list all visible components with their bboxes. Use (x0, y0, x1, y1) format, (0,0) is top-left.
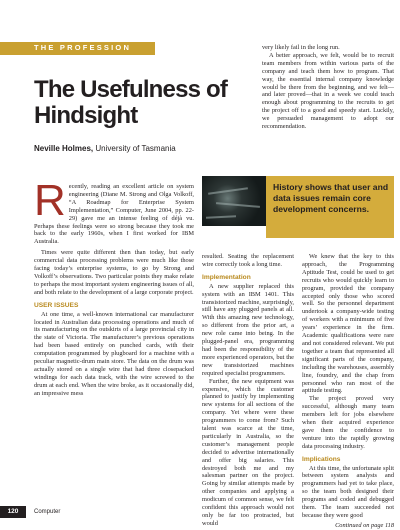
column-3-top (262, 44, 394, 131)
section-heading: USER ISSUES (34, 301, 79, 309)
paragraph: The project proved very successful, although many team members left for jobs elsewhere when their acquired experience gave them the confidence to venture into the rapidly growing data processing industry. (302, 395, 394, 450)
drop-cap: R (34, 176, 66, 225)
decorative-photo (202, 176, 266, 226)
paragraph: We knew that the key to this approach, the Programming Aptitude Test, could be used to get recruits who would quickly learn to program, provided the company accepted only those who scored well. So the personnel department undertook a company-wide testing of workers with a minimum of five years’ experience in the firm. Academic qualifications were rare and not considered relevant. We put together a team that represented all significant parts of the company, including the warehouses, assembly line, foundry, and the chap from personnel who ran most of the aptitude testing. (302, 253, 394, 395)
paragraph: Further, the new equipment was expensive, which the customer planned to justify by implementing new systems for all sections of the company. Yet where were these programmers to come from? Such talent was scarce at the time, particularly in Australia, so the customer’s management people decided to advertise internationally and offer big salaries. This destroyed both me and my salesman partner on the project. Going by similar attempts made by other companies and applying a modicum of common sense, we felt confident this approach would not only be far too protracted, but would (202, 377, 294, 527)
section-header: THE PROFESSION (34, 43, 132, 52)
page-number: 120 (0, 506, 26, 518)
column-1 (34, 176, 194, 398)
paragraph: At one time, a well-known international car manufacturer located in Australian data processing operations and much of its manufacturing on the outskirts of a large provincial city in the state of Victoria. The manufacturer’s previous operations had been based entirely on punched cards, with their computation programmed by plugboard for a machine with a peculiar magnetic-drum main store. The data on the drum was actually stored on a single wire that had three closepacked windings for each data track, with the wire screwed to the drum at each end. When the wire broke, as it occasionally did, an impressive mess (34, 310, 194, 397)
paragraph: A better approach, we felt, would be to recruit team members from within various parts of the company and teach them how to program. That way, the essential internal company knowledge would be there from the beginning, and we felt—and later proved—that in a week we could teach enough about programming to the recruits to get the project off to a good and speedy start. Luckily, we persuaded management to adopt our recommendation. (262, 51, 394, 131)
paragraph: very likely fail in the long run. (262, 44, 340, 51)
journal-name: Computer (34, 509, 61, 515)
pull-quote: History shows that user and data issues remain core development concerns. (273, 182, 389, 214)
intro-paragraph (34, 176, 194, 246)
author-affiliation: University of Tasmania (95, 144, 176, 153)
byline (34, 144, 176, 153)
section-heading: Implementation (202, 273, 251, 281)
paragraph: A new supplier replaced this system with an IBM 1401. This transistorized machine, surprisingly, still have any plugged panels at all. With this amazing new technology, so different from the prior art, a new role came into being. In the plugged-panel era, programming had been the responsibility of the more experienced operators, but the new transistorized machines required specialist programmers. (202, 282, 294, 377)
column-2 (202, 253, 294, 528)
article-title: The Usefulness of Hindsight (34, 76, 228, 129)
author-name: Neville Holmes, (34, 144, 94, 153)
continued-note: Continued on page 118 (335, 521, 394, 529)
paragraph: At this time, the unfortunate split between system analysts and programmers had yet to take place, so the team both designed their programs and coded and debugged them. The team succeeded not because they were good (302, 464, 394, 519)
section-heading: Implications (302, 455, 341, 463)
paragraph: resulted. Seating the replacement wire correctly took a long time. (202, 253, 294, 268)
intro-text: ecently, reading an excellent article on system engineering (Diane M. Strong and Olga Volkoff, “A Roadmap for Enterprise System Implementation,” Computer, June 2004, pp. 22-29) gave me an intense feeling of déjà vu. Perhaps these feelings were so strong because they took me back to the early 1960s, when I first worked for IBM Australia. (34, 183, 194, 246)
column-3 (302, 253, 394, 530)
paragraph: Times were quite different then than today, but early commercial data processing problems were much like those facing today’s enterprise systems, to go by Strong and Volkoff’s observations. Two particular points they make relate to perhaps the most important system engineering issues of all, and both relate to the development of a large corporate project. (34, 249, 194, 296)
